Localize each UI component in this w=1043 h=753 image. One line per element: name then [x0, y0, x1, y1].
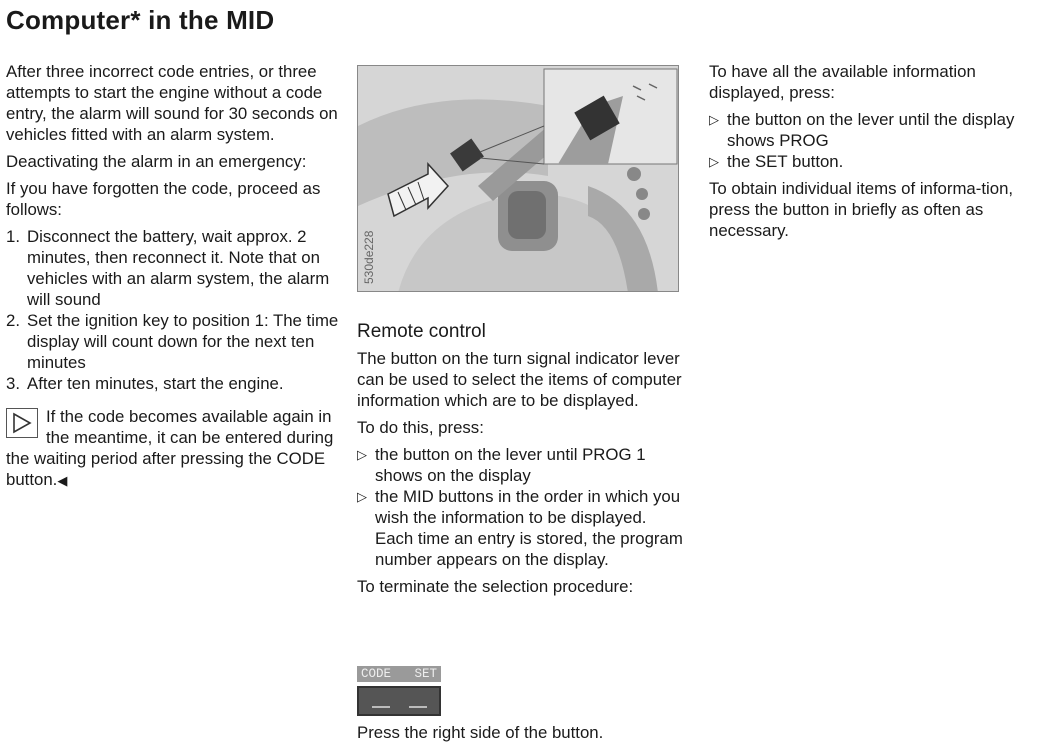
steering-lever-figure	[357, 65, 679, 292]
step-item	[6, 310, 346, 373]
remote-intro: The button on the turn signal indicator lever can be used to select the items of computer information which are to be displayed.	[357, 349, 682, 410]
list-item	[709, 109, 1043, 151]
page-title: Computer* in the MID	[6, 5, 275, 35]
end-mark-icon: ◀	[57, 473, 68, 488]
figure-code: 530de228	[362, 230, 376, 284]
all-info-list	[709, 109, 1043, 172]
rocker-button-icon	[357, 686, 441, 716]
step-number: 1.	[6, 227, 20, 246]
step-item	[6, 373, 346, 394]
note-text: If the code becomes available again in the meantime, it can be entered during the waiting period after pressing the CODE button.	[6, 407, 334, 489]
steps-list	[6, 226, 346, 394]
step-number: 3.	[6, 374, 20, 393]
forgotten-code-text: If you have forgotten the code, proceed as follows:	[6, 179, 321, 219]
step-item	[6, 226, 346, 310]
column-left	[6, 61, 346, 491]
set-label: SET	[414, 667, 437, 681]
code-set-button-graphic	[357, 666, 441, 718]
step-text: After ten minutes, start the engine.	[27, 374, 284, 393]
triangle-bullet-icon: ▷	[709, 154, 719, 169]
alarm-intro: After three incorrect code entries, or three attempts to start the engine without a code entry, the alarm will sound for 30 seconds on vehicles fitted with an alarm system.	[6, 62, 338, 144]
all-info-text: To have all the available information displayed, press:	[709, 62, 976, 102]
list-item-text: the MID buttons in the order in which you wish the information to be displayed.	[375, 487, 681, 527]
list-item-text: the SET button.	[727, 152, 844, 171]
list-item-continuation: Each time an entry is stored, the program number appears on the display.	[375, 529, 683, 569]
remote-press-text: To do this, press:	[357, 418, 484, 437]
list-item	[709, 151, 1043, 172]
remote-control-heading: Remote control	[357, 321, 486, 342]
list-item-text: the button on the lever until the display shows PROG	[727, 110, 1015, 150]
code-label: CODE	[361, 667, 392, 681]
press-right-side-block	[357, 722, 697, 749]
remote-steps-list	[357, 444, 697, 570]
column-right	[709, 61, 1043, 247]
press-right-side-text: Press the right side of the button.	[357, 723, 604, 742]
list-item	[357, 486, 697, 570]
step-text: Set the ignition key to position 1: The time display will count down for the next ten minutes	[27, 311, 339, 372]
column-middle	[357, 320, 697, 603]
list-item	[357, 444, 697, 486]
note-arrow-icon	[6, 408, 38, 438]
button-right-mark	[409, 706, 427, 708]
note-block	[6, 406, 346, 491]
triangle-bullet-icon: ▷	[357, 447, 367, 462]
triangle-bullet-icon: ▷	[709, 112, 719, 127]
step-text: Disconnect the battery, wait approx. 2 minutes, then reconnect it. Note that on vehicles with an alarm system, the alarm will sound	[27, 227, 330, 309]
individual-items-text: To obtain individual items of informa-tion, press the button in briefly as often as necessary.	[709, 179, 1014, 240]
deactivating-heading: Deactivating the alarm in an emergency:	[6, 152, 307, 171]
triangle-bullet-icon: ▷	[357, 489, 367, 504]
step-number: 2.	[6, 311, 20, 330]
terminate-text: To terminate the selection procedure:	[357, 577, 634, 596]
code-set-labels	[357, 666, 441, 682]
button-left-mark	[372, 706, 390, 708]
list-item-text: the button on the lever until PROG 1 shows on the display	[375, 445, 646, 485]
